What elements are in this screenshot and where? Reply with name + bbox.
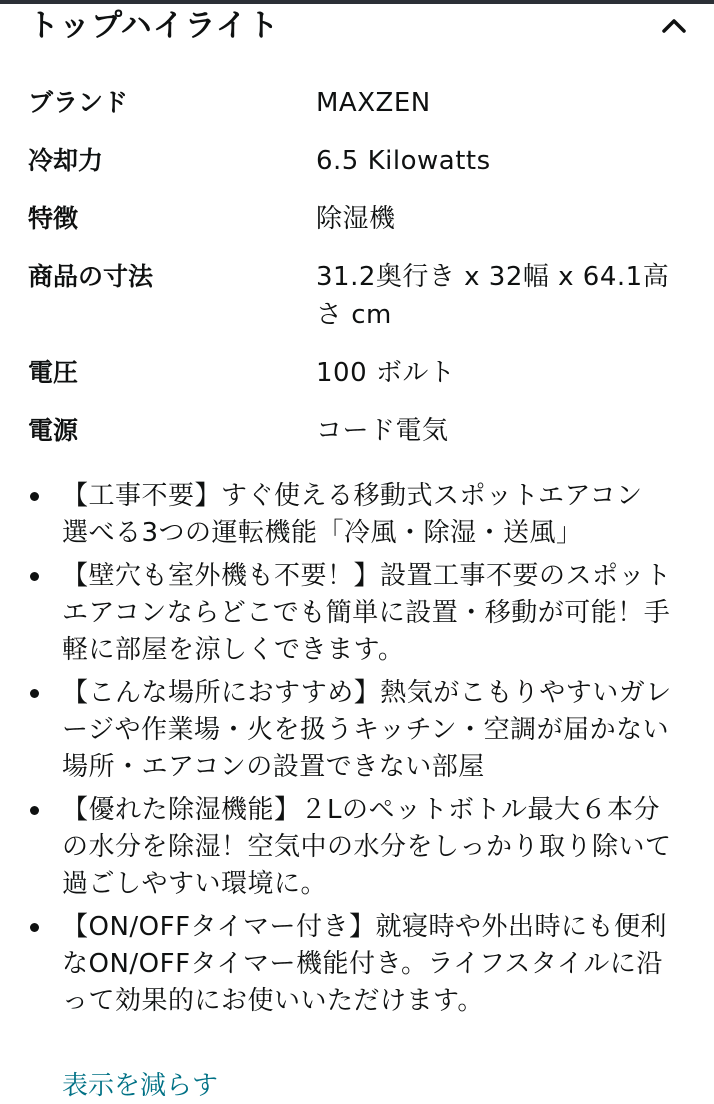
- bullet-text: 【工事不要】すぐ使える移動式スポットエアコン 選べる3つの運転機能「冷風・除湿・送風」: [62, 481, 670, 548]
- bullet-dot-icon: [30, 923, 39, 932]
- feature-bullet-list: [0, 478, 714, 1026]
- spec-value: 100 ボルト: [316, 358, 456, 388]
- spec-label: 商品の寸法: [28, 262, 154, 291]
- spec-label: 冷却力: [28, 146, 104, 175]
- bullet-text: 【優れた除湿機能】２Lのペットボトル最大６本分の水分を除湿！空気中の水分をしっかり取り除いて過ごしやすい環境に。: [62, 795, 672, 899]
- bullet-text: 【壁穴も室外機も不要！】設置工事不要のスポットエアコンならどこでも簡単に設置・移動が可能！手軽に部屋を涼しくできます。: [62, 561, 672, 665]
- spec-label: 電圧: [28, 358, 79, 387]
- bullet-dot-icon: [30, 572, 39, 581]
- spec-row-cooling: [0, 142, 714, 200]
- show-less-link[interactable]: 表示を減らす: [62, 1071, 219, 1101]
- spec-row-voltage: [0, 354, 714, 412]
- spec-value: 6.5 Kilowatts: [316, 146, 491, 176]
- spec-value: 31.2奥行き x 32幅 x 64.1高さ cm: [316, 262, 670, 330]
- spec-value: コード電気: [316, 416, 449, 446]
- list-item: [0, 909, 714, 1020]
- spec-label: 特徴: [28, 204, 79, 233]
- spec-label: 電源: [28, 416, 79, 445]
- list-item: [0, 478, 714, 552]
- bullet-dot-icon: [30, 806, 39, 815]
- spec-row-feature: [0, 200, 714, 258]
- chevron-up-icon[interactable]: [657, 10, 691, 40]
- bullet-text: 【ON/OFFタイマー付き】就寝時や外出時にも便利なON/OFFタイマー機能付き。ライフスタイルに沿って効果的にお使いいただけます。: [62, 912, 668, 1016]
- list-item: [0, 558, 714, 669]
- spec-row-brand: [0, 84, 714, 142]
- spec-row-power-source: [0, 412, 714, 470]
- bullet-dot-icon: [30, 492, 39, 501]
- bullet-text: 【こんな場所におすすめ】熱気がこもりやすいガレージや作業場・火を扱うキッチン・空調が届かない場所・エアコンの設置できない部屋: [62, 678, 672, 782]
- list-item: [0, 792, 714, 903]
- spec-label: ブランド: [28, 88, 129, 117]
- section-header[interactable]: [0, 4, 714, 50]
- spec-value: 除湿機: [316, 204, 396, 234]
- bullet-dot-icon: [30, 689, 39, 698]
- spec-row-dimensions: [0, 258, 714, 354]
- spec-table: [0, 84, 714, 470]
- section-title: トップハイライト: [28, 8, 280, 44]
- spec-value: MAXZEN: [316, 88, 431, 118]
- list-item: [0, 675, 714, 786]
